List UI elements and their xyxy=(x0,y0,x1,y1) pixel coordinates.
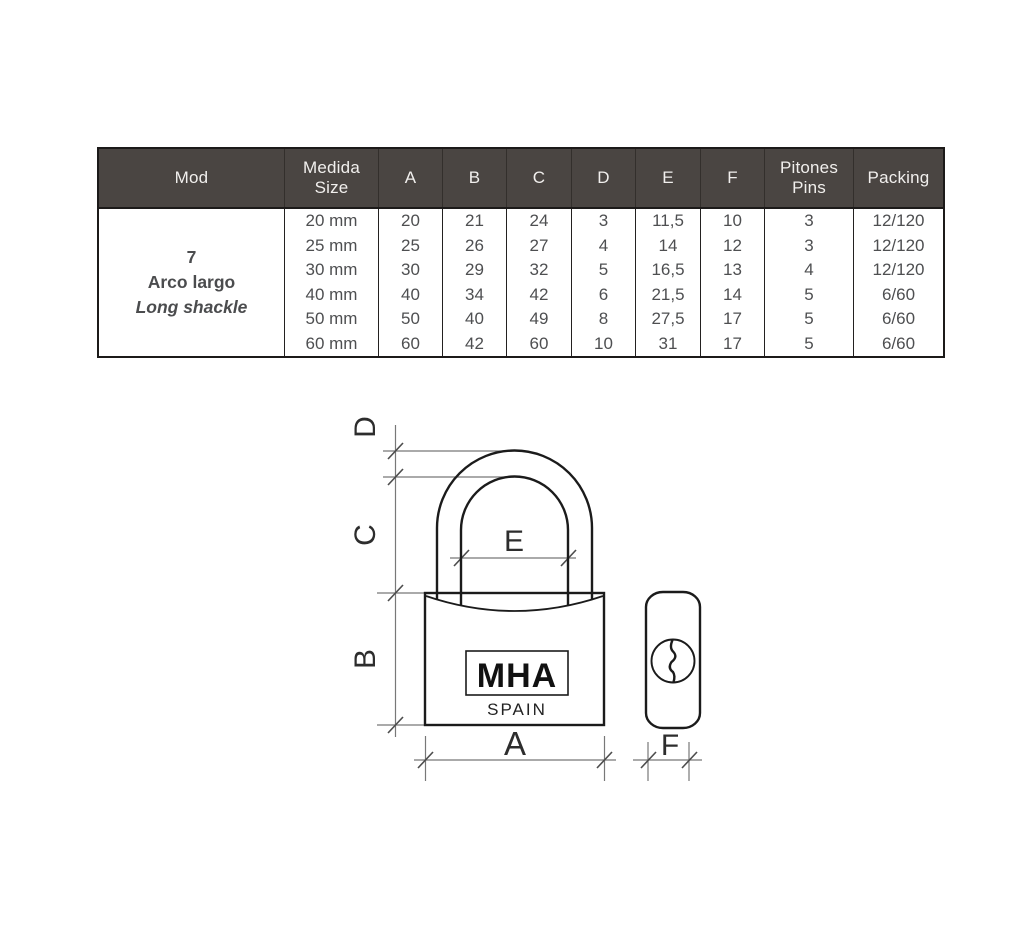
dim-label-b: B xyxy=(349,648,382,670)
keyway-slot xyxy=(670,640,676,682)
table-cell-c: 42 xyxy=(529,284,549,304)
column-size xyxy=(285,209,379,356)
header-a xyxy=(379,149,443,207)
table-cell-pins: 5 xyxy=(804,333,814,353)
dim-label-a: A xyxy=(503,725,527,762)
table-cell-size: 25 mm xyxy=(305,235,358,255)
dim-label-c: C xyxy=(349,524,382,546)
header-e xyxy=(636,149,701,207)
table-cell-b: 29 xyxy=(465,260,484,280)
table-cell-packing: 12/120 xyxy=(872,235,925,255)
table-cell-packing: 12/120 xyxy=(872,211,925,231)
table-cell-e: 21,5 xyxy=(651,284,685,304)
table-cell-size: 30 mm xyxy=(305,260,358,280)
table-cell-d: 4 xyxy=(598,235,609,255)
table-cell-a: 50 xyxy=(401,309,420,329)
table-cell-size: 40 mm xyxy=(305,284,358,304)
table-cell-pins: 4 xyxy=(804,260,814,280)
table-cell-c: 24 xyxy=(529,211,549,231)
table-cell-a: 25 xyxy=(401,235,420,255)
table-cell-d: 5 xyxy=(598,260,609,280)
table-cell-c: 49 xyxy=(529,309,549,329)
dim-label-d: D xyxy=(349,416,382,438)
header-mod-label: Mod xyxy=(174,168,209,187)
table-cell-pins: 5 xyxy=(804,284,814,304)
header-size-label-en: Size xyxy=(314,178,349,197)
table-cell-f: 12 xyxy=(723,235,742,255)
column-a xyxy=(379,209,443,356)
model-name-es: Arco largo xyxy=(147,272,236,292)
table-cell-a: 30 xyxy=(401,260,420,280)
column-pins xyxy=(765,209,854,356)
table-cell-d: 10 xyxy=(594,333,613,353)
table-cell-size: 50 mm xyxy=(305,309,358,329)
table-cell-c: 60 xyxy=(529,333,549,353)
header-f-label: F xyxy=(727,168,738,187)
header-size xyxy=(285,149,379,207)
column-e xyxy=(636,209,701,356)
table-cell-size: 60 mm xyxy=(305,333,358,353)
column-d xyxy=(572,209,636,356)
table-cell-b: 21 xyxy=(465,211,484,231)
table-cell-d: 8 xyxy=(598,309,609,329)
padlock-side-view xyxy=(646,592,700,728)
table-cell-b: 26 xyxy=(465,235,484,255)
model-number: 7 xyxy=(186,247,197,267)
column-c xyxy=(507,209,572,356)
table-cell-b: 42 xyxy=(465,333,484,353)
table-cell-e: 31 xyxy=(658,333,678,353)
table-cell-f: 13 xyxy=(723,260,742,280)
header-c xyxy=(507,149,572,207)
header-e-label: E xyxy=(662,168,674,187)
table-cell-packing: 12/120 xyxy=(872,260,925,280)
table-cell-pins: 3 xyxy=(804,211,814,231)
table-cell-a: 60 xyxy=(401,333,420,353)
column-f xyxy=(701,209,765,356)
table-cell-e: 27,5 xyxy=(651,309,685,329)
table-cell-d: 3 xyxy=(598,211,609,231)
dim-label-f: F xyxy=(660,729,680,762)
dimension-ticks xyxy=(388,443,697,768)
header-pins xyxy=(765,149,854,207)
table-cell-f: 10 xyxy=(723,211,742,231)
header-pins-label-en: Pins xyxy=(792,178,826,197)
dim-label-e: E xyxy=(503,525,525,558)
table-cell-packing: 6/60 xyxy=(881,284,916,304)
brand-country-text: SPAIN xyxy=(487,700,547,719)
table-cell-f: 14 xyxy=(723,284,742,304)
table-header-row xyxy=(99,149,943,207)
table-cell-c: 32 xyxy=(529,260,549,280)
body-shoulder-curve xyxy=(426,596,603,611)
header-mod xyxy=(99,149,285,207)
header-d xyxy=(572,149,636,207)
header-size-label-es: Medida xyxy=(303,158,360,177)
table-cell-a: 20 xyxy=(401,211,420,231)
table-cell-pins: 3 xyxy=(804,235,814,255)
table-cell-packing: 6/60 xyxy=(881,309,916,329)
table-cell-size: 20 mm xyxy=(305,211,358,231)
table-cell-e: 14 xyxy=(658,235,678,255)
table-cell-e: 11,5 xyxy=(652,211,684,231)
table-cell-f: 17 xyxy=(723,333,742,353)
padlock-technical-diagram xyxy=(340,400,730,800)
table-cell-a: 40 xyxy=(401,284,420,304)
model-name-en: Long shackle xyxy=(135,297,248,317)
column-b xyxy=(443,209,507,356)
header-f xyxy=(701,149,765,207)
header-c-label: C xyxy=(532,168,546,187)
header-d-label: D xyxy=(597,168,610,187)
table-cell-packing: 6/60 xyxy=(881,333,916,353)
header-packing-label: Packing xyxy=(867,168,930,187)
table-cell-pins: 5 xyxy=(804,309,814,329)
table-body xyxy=(99,207,943,356)
header-pins-label-es: Pitones xyxy=(779,158,839,177)
header-packing xyxy=(854,149,943,207)
header-b xyxy=(443,149,507,207)
model-cell xyxy=(99,209,285,356)
column-packing xyxy=(854,209,943,356)
spec-table xyxy=(97,147,945,358)
table-cell-f: 17 xyxy=(723,309,742,329)
brand-logo-text: MHA xyxy=(476,657,558,695)
table-cell-e: 16,5 xyxy=(651,260,685,280)
header-a-label: A xyxy=(404,168,417,187)
table-cell-b: 34 xyxy=(465,284,484,304)
table-cell-c: 27 xyxy=(529,235,549,255)
header-b-label: B xyxy=(468,168,481,187)
table-cell-b: 40 xyxy=(465,309,484,329)
table-cell-d: 6 xyxy=(598,284,609,304)
